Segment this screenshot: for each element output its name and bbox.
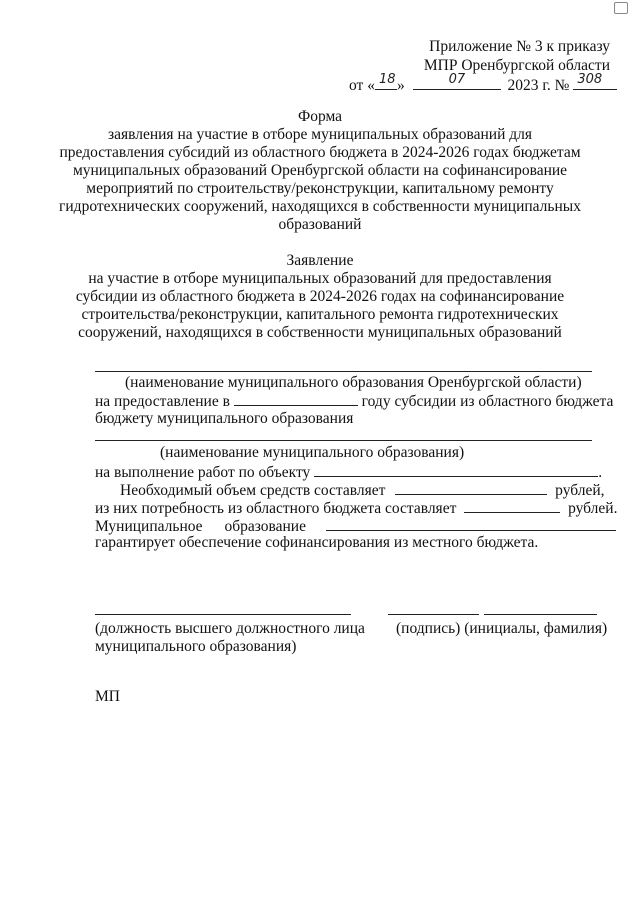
works-label: на выполнение работ по объекту — [95, 464, 311, 481]
form-title-line-5: гидротехнических сооружений, находящихся в собственности муниципальных — [59, 198, 581, 215]
position-field[interactable] — [95, 614, 351, 615]
date-year: 2023 г. № — [507, 77, 570, 94]
mo-guarantee-line — [95, 516, 616, 536]
form-title: Форма — [297, 108, 343, 125]
header-date-line — [349, 72, 617, 95]
regional-amount-field[interactable] — [464, 498, 560, 513]
date-month-handwritten: 07 — [448, 72, 466, 87]
funds-amount-field[interactable] — [395, 480, 547, 495]
funds-label: Необходимый объем средств составляет — [120, 482, 386, 499]
guarantee-text: гарантирует обеспечение софинансирования из местного бюджета. — [95, 534, 539, 551]
provision-text-a: на предоставление в — [95, 393, 230, 410]
funds-unit: рублей, — [555, 482, 605, 499]
provision-line — [95, 391, 613, 411]
date-day-handwritten: 18 — [378, 72, 396, 87]
mo-region-name-field[interactable] — [95, 371, 592, 372]
header-line-1: Приложение № 3 к приказу — [429, 38, 610, 55]
form-title-line-2: предоставления субсидий из областного бюджета в 2024-2026 годах бюджетам — [59, 144, 581, 161]
application-title-line-3: строительства/реконструкции, капитального ремонта гидротехнических — [81, 306, 559, 323]
mo-region-caption: (наименование муниципального образования Оренбургской области) — [125, 374, 582, 391]
provision-year-field[interactable] — [234, 391, 358, 406]
mo-word-2: образование — [224, 518, 306, 535]
works-line — [95, 462, 602, 482]
mo-caption: (наименование муниципального образования) — [160, 444, 465, 461]
seal-label: МП — [95, 688, 120, 705]
date-mid: » — [396, 77, 405, 94]
date-day-blank — [375, 72, 397, 90]
funds-line — [120, 480, 605, 500]
sign-caption: (подпись) (инициалы, фамилия) — [396, 620, 608, 637]
application-title-line-2: субсидии из областного бюджета в 2024-2026 годах на софинансирование — [75, 288, 565, 305]
works-end: . — [598, 464, 603, 481]
regional-label: из них потребность из областного бюджета составляет — [95, 500, 457, 517]
mo-guarantee-field[interactable] — [326, 516, 616, 531]
date-month-blank — [413, 72, 501, 90]
signature-field[interactable] — [388, 614, 479, 615]
regional-line — [95, 498, 617, 518]
order-number-handwritten: 308 — [577, 72, 603, 87]
provision-text-b: году субсидии из областного бюджета — [361, 393, 614, 410]
position-caption-1: (должность высшего должностного лица — [95, 620, 365, 637]
form-title-line-6: образований — [278, 216, 362, 233]
form-title-line-1: заявления на участие в отборе муниципальных образований для — [107, 126, 533, 143]
application-title: Заявление — [286, 252, 354, 269]
initials-field[interactable] — [484, 614, 597, 615]
regional-unit: рублей. — [568, 500, 618, 517]
provision-line-2: бюджету муниципального образования — [95, 410, 354, 427]
scan-mark-icon — [614, 2, 628, 14]
date-prefix: от « — [349, 77, 375, 94]
application-title-line-4: сооружений, находящихся в собственности муниципальных образований — [78, 324, 562, 341]
works-object-field[interactable] — [314, 462, 598, 477]
mo-name-field[interactable] — [95, 440, 592, 441]
position-caption-2: муниципального образования) — [95, 638, 297, 655]
application-title-line-1: на участие в отборе муниципальных образований для предоставления — [88, 270, 552, 287]
order-number-blank — [573, 72, 617, 90]
form-title-line-4: мероприятий по строительству/реконструкции, капитальному ремонту — [86, 180, 554, 197]
header-line-2: МПР Оренбургской области — [423, 57, 610, 74]
form-title-line-3: муниципальных образований Оренбургской области на софинансирование — [72, 162, 568, 179]
mo-word-1: Муниципальное — [95, 518, 203, 535]
